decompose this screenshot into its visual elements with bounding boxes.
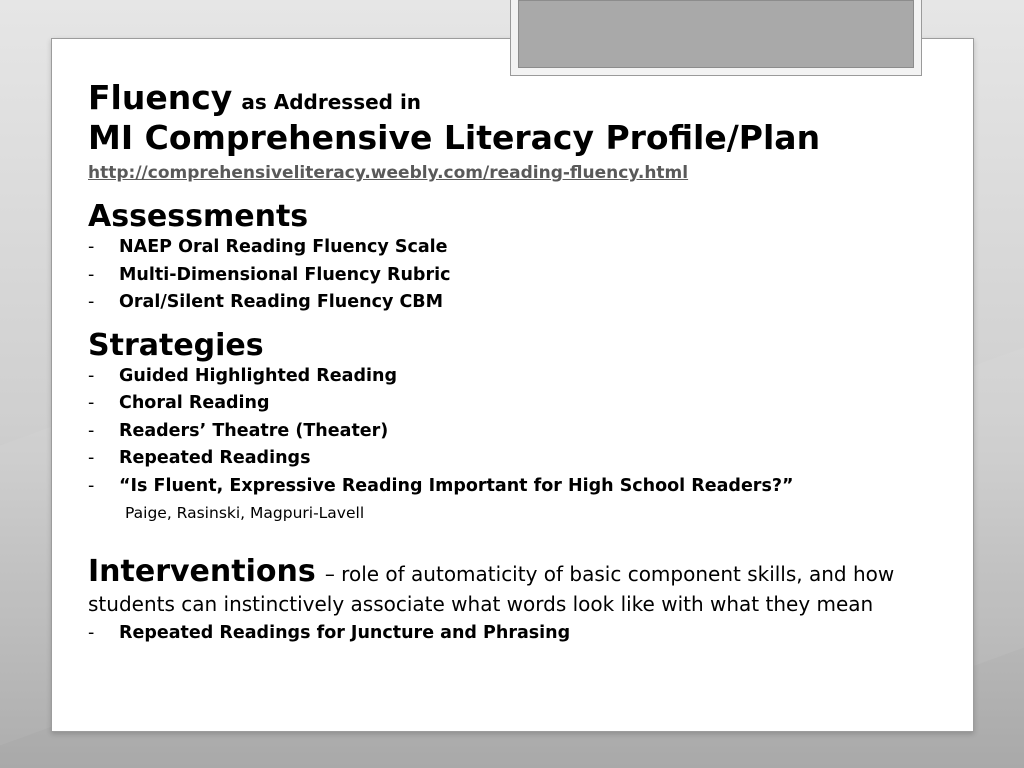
list-item-text: Choral Reading (119, 393, 270, 413)
bullet-dash: - (88, 365, 95, 386)
list-item (88, 234, 958, 262)
list-item-text: Multi-Dimensional Fluency Rubric (119, 264, 451, 285)
title-suffix: as Addressed in (241, 90, 422, 114)
list-item-text: “Is Fluent, Expressive Reading Important for High School Readers?” (119, 475, 794, 496)
title-main: Fluency (88, 78, 233, 117)
interventions-heading: Interventions (88, 554, 316, 589)
decorative-tab-fill (518, 0, 914, 68)
assessments-list (88, 234, 958, 317)
list-item-text: Repeated Readings (119, 448, 311, 468)
list-item (88, 289, 958, 317)
list-item-text: Readers’ Theatre (Theater) (119, 420, 389, 441)
slide-content (88, 78, 958, 648)
strategies-list (88, 363, 958, 501)
list-item (88, 418, 958, 446)
bullet-dash: - (88, 393, 95, 413)
assessments-heading: Assessments (88, 199, 309, 234)
bullet-dash: - (88, 475, 95, 496)
bullet-dash: - (88, 420, 95, 441)
slide-title (88, 78, 958, 118)
list-item (88, 262, 958, 290)
interventions-description: – role of automaticity of basic component skills, and how (324, 562, 895, 586)
list-item (88, 445, 958, 473)
interventions-title-line (88, 556, 958, 588)
list-item (88, 390, 958, 418)
reference-link[interactable]: http://comprehensiveliteracy.weebly.com/reading-fluency.html (88, 163, 689, 183)
bullet-dash: - (88, 623, 95, 643)
bullet-dash: - (88, 292, 95, 312)
list-item-text: NAEP Oral Reading Fluency Scale (119, 237, 448, 257)
interventions-section (88, 556, 958, 648)
list-item-text: Oral/Silent Reading Fluency CBM (119, 292, 444, 312)
title-subtitle: MI Comprehensive Literacy Profile/Plan (88, 118, 821, 157)
bullet-dash: - (88, 448, 95, 468)
decorative-tab-box (510, 0, 922, 76)
list-item (88, 363, 958, 391)
list-item-text: Guided Highlighted Reading (119, 365, 397, 386)
bullet-dash: - (88, 264, 95, 285)
interventions-description-continued: students can instinctively associate what words look like with what they mean (88, 592, 874, 616)
bullet-dash: - (88, 237, 95, 257)
list-item (88, 620, 958, 648)
citation-authors: Paige, Rasinski, Magpuri-Lavell (125, 504, 365, 522)
list-item-text: Repeated Readings for Juncture and Phrasing (119, 623, 571, 643)
interventions-list (88, 620, 958, 648)
strategies-heading: Strategies (88, 327, 264, 363)
list-item (88, 473, 958, 501)
